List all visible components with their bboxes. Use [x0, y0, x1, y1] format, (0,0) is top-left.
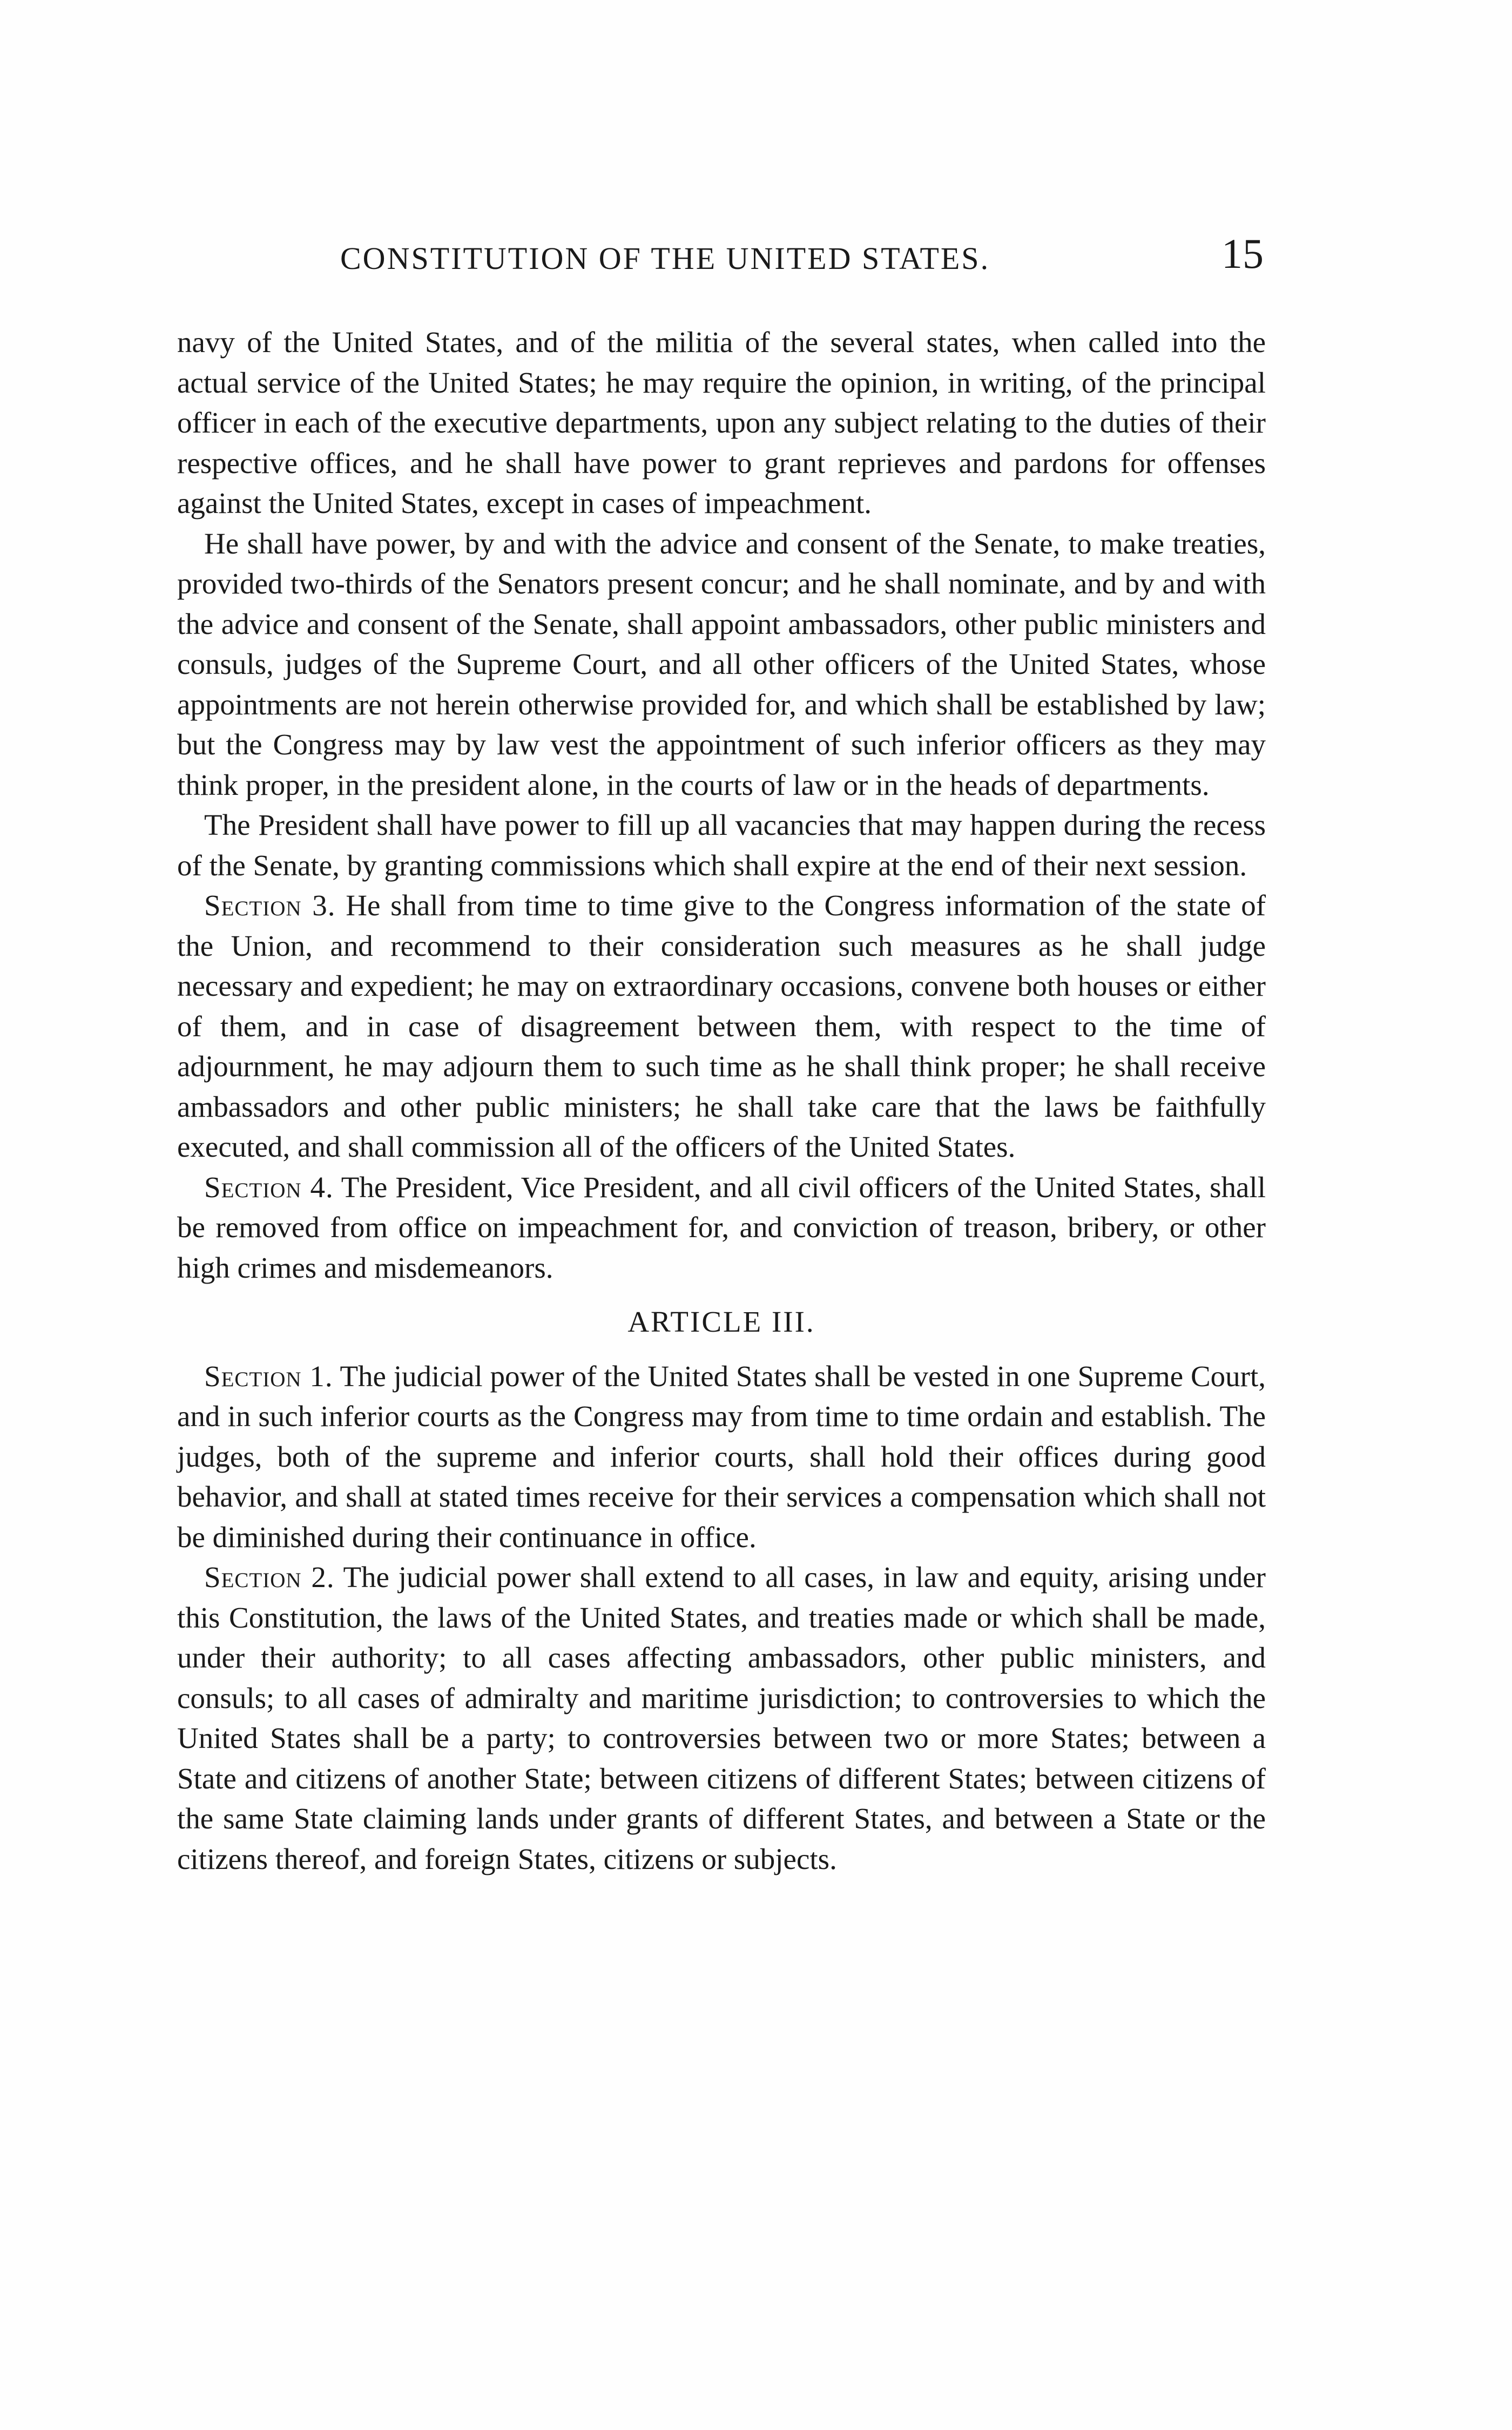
- section-label: Section 4.: [204, 1170, 334, 1204]
- paragraph-treaties: He shall have power, by and with the advice and consent of the Senate, to make treaties, provided two-thirds of the Senators present concur; and he shall nominate, and by and with the advice and consent of the Senate, shall appoint ambassadors, other public ministers and consuls, judges of the Supreme Court, and all other officers of the United States, whose appointments are not herein otherwise provided for, and which shall be established by law; but the Congress may by law vest the appointment of such inferior officers as they may think proper, in the president alone, in the courts of law or in the heads of departments.: [177, 526, 1266, 801]
- page-number: 15: [1221, 230, 1264, 277]
- section-text: The judicial power of the United States shall be vested in one Supreme Court, and in such inferior courts as the Congress may from time to time ordain and establish. The judges, both of the supreme and inferior courts, shall hold their offices during good behavior, and shall at stated times receive for their services a compensation which shall not be diminished during their continuance in office.: [177, 1359, 1266, 1554]
- section-text: The President, Vice President, and all civil officers of the United States, shall be removed from office on impeachment for, and conviction of treason, bribery, or other high crimes and misdemeanors.: [177, 1170, 1266, 1284]
- article-3-section-2: [177, 1557, 1266, 1879]
- section-text: The judicial power shall extend to all cases, in law and equity, arising under this Constitution, the laws of the United States, and treaties made or which shall be made, under their authority; to all cases affecting ambassadors, other public ministers, and consuls; to all cases of admiralty and maritime jurisdiction; to controversies to which the United States shall be a party; to controversies between two or more States; between a State and citizens of another State; between citizens of different States; between citizens of the same State claiming lands under grants of different States, and between a State or the citizens thereof, and foreign States, citizens or subjects.: [177, 1561, 1266, 1875]
- paragraph-vacancies: The President shall have power to fill up all vacancies that may happen during the recess of the Senate, by granting commissions which shall expire at the end of their next session.: [177, 808, 1266, 882]
- running-head: [178, 230, 1264, 278]
- section-label: Section 2.: [204, 1561, 335, 1594]
- section-4: [177, 1167, 1266, 1288]
- article-heading: ARTICLE III.: [627, 1305, 815, 1338]
- running-title: CONSTITUTION OF THE UNITED STATES.: [340, 241, 990, 276]
- section-label: Section 3.: [204, 889, 336, 922]
- article-3-section-1: [177, 1356, 1266, 1558]
- body-text: [177, 322, 1266, 1879]
- paragraph-continuation: navy of the United States, and of the militia of the several states, when called into the actual service of the United States; he may require the opinion, in writing, of the principal officer in each of the executive departments, upon any subject relating to the duties of their respective offices, and he shall have power to grant reprieves and pardons for offenses against the United States, except in cases of impeachment.: [177, 326, 1266, 519]
- section-label: Section 1.: [204, 1359, 333, 1393]
- section-text: He shall from time to time give to the Congress information of the state of the Union, and recommend to their consideration such measures as he shall judge necessary and expedient; he may on extraordinary occasions, convene both houses or either of them, and in case of disagreement between them, with respect to the time of adjournment, he may adjourn them to such time as he shall think proper; he shall receive ambassadors and other public ministers; he shall take care that the laws be faithfully executed, and shall commission all of the officers of the United States.: [177, 889, 1266, 1163]
- section-3: [177, 886, 1266, 1167]
